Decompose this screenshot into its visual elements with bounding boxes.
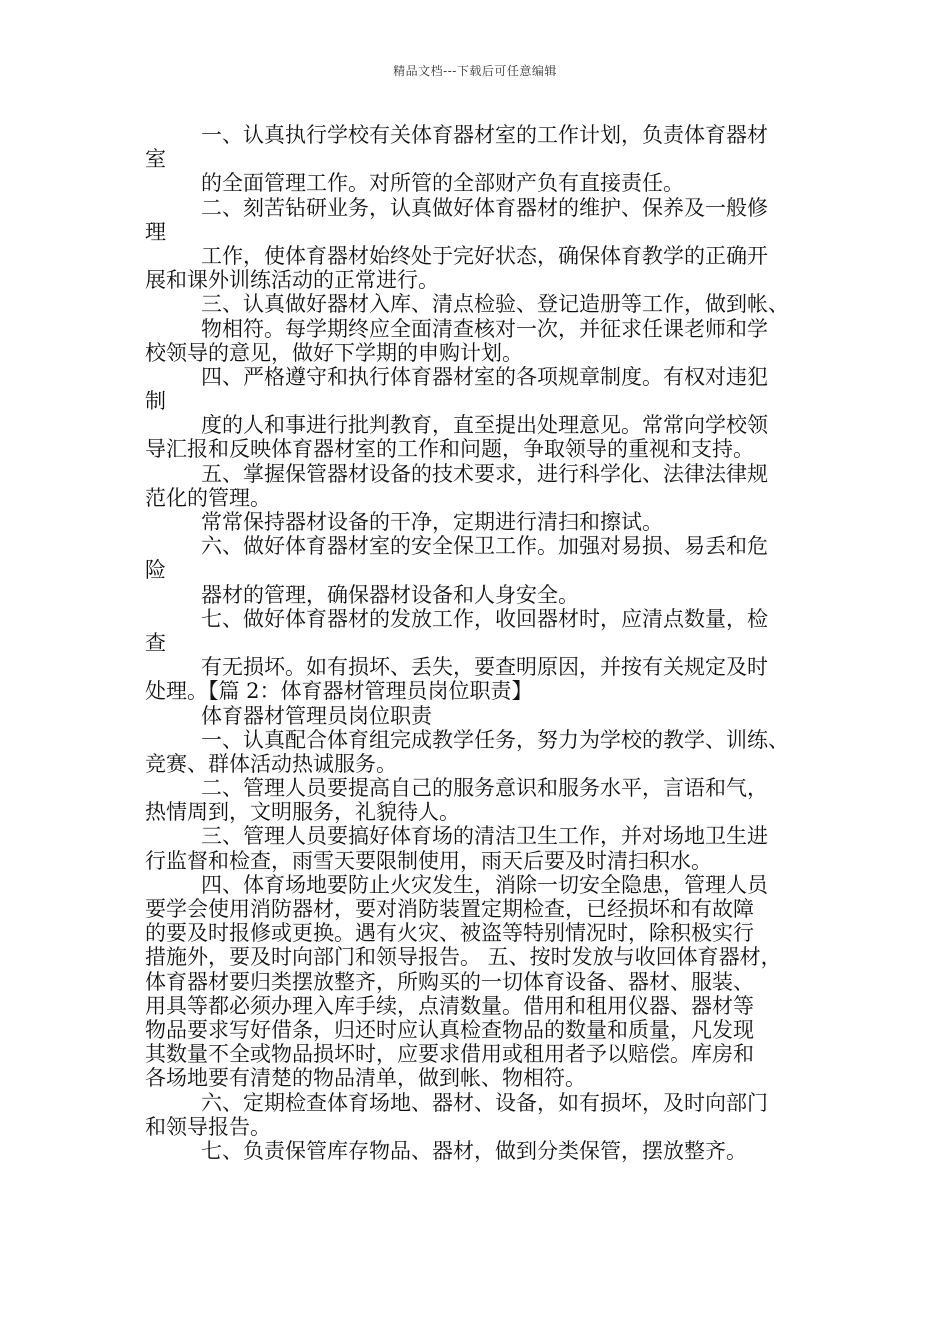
text-line: 一、认真执行学校有关体育器材室的工作计划，负责体育器材 [201,123,768,147]
text-line: 险 [145,558,166,583]
text-line: 六、做好体育器材室的安全保卫工作。加强对易损、易丢和危 [201,534,768,559]
text-line: 室 [145,147,166,172]
text-line: 校领导的意见，做好下学期的申购计划。 [145,340,523,365]
text-line: 四、体育场地要防止火灾发生，消除一切安全隐患，管理人员 [201,872,768,897]
text-line: 物相符。每学期终应全面清查核对一次，并征求任课老师和学 [201,316,768,341]
text-line: 六、定期检查体育场地、器材、设备，如有损坏，及时向部门 [201,1090,768,1115]
text-line: 其数量不全或物品损坏时，应要求借用或租用者予以赔偿。库房和 [145,1042,754,1067]
text-line: 展和课外训练活动的正常进行。 [145,268,439,293]
text-line: 物品要求写好借条，归还时应认真检查物品的数量和质量，凡发现 [145,1017,754,1042]
text-line: 理 [145,219,166,244]
text-line: 措施外，要及时向部门和领导报告。 五、按时发放与收回体育器材， [145,945,782,970]
text-line: 有无损坏。如有损坏、丢失，要查明原因，并按有关规定及时 [201,655,768,680]
text-line: 体育器材管理员岗位职责 [201,703,432,728]
text-line: 体育器材要归类摆放整齐，所购买的一切体育设备、器材、服装、 [145,969,754,994]
text-line: 器材的管理，确保器材设备和人身安全。 [201,582,579,607]
text-line: 用具等都必须办理入库手续，点清数量。借用和租用仪器、器材等 [145,993,754,1018]
text-line: 要学会使用消防器材，要对消防装置定期检查，已经损坏和有故障 [145,897,754,921]
text-line: 的全面管理工作。对所管的全部财产负有直接责任。 [201,171,684,196]
text-line: 各场地要有清楚的物品清单，做到帐、物相符。 [145,1066,586,1091]
text-line: 二、刻苦钻研业务，认真做好体育器材的维护、保养及一般修 [201,195,768,220]
text-line: 二、管理人员要提高自己的服务意识和服务水平，言语和气， [201,776,768,801]
text-line: 五、掌握保管器材设备的技术要求，进行科学化、法律法律规 [201,461,768,486]
text-line: 三、管理人员要搞好体育场的清洁卫生工作，并对场地卫生进 [201,824,768,849]
text-line: 三、认真做好器材入库、清点检验、登记造册等工作，做到帐、 [201,292,789,317]
text-line: 工作，使体育器材始终处于完好状态，确保体育教学的正确开 [201,243,768,268]
text-line: 四、严格遵守和执行体育器材室的各项规章制度。有权对违犯 [201,364,768,389]
text-line: 度的人和事进行批判教育，直至提出处理意见。常常向学校领 [201,413,768,438]
text-line: 处理。【篇 2：体育器材管理员岗位职责】 [145,679,533,704]
text-line: 七、做好体育器材的发放工作，收回器材时，应清点数量，检 [201,606,768,631]
text-line: 一、认真配合体育组完成教学任务，努力为学校的教学、训练、 [201,727,789,752]
text-line: 七、负责保管库存物品、器材，做到分类保管，摆放整齐。 [201,1138,747,1163]
text-line: 和领导报告。 [145,1114,271,1139]
text-line: 行监督和检查，雨雪天要限制使用，雨天后要及时清扫积水。 [145,848,712,873]
text-line: 制 [145,389,166,414]
document-body [145,123,825,1163]
page-header: 精品文档---下载后可任意编辑 [393,64,557,78]
text-line: 竞赛、群体活动热诚服务。 [145,751,397,776]
text-line: 范化的管理。 [145,485,271,510]
text-line: 导汇报和反映体育器材室的工作和问题，争取领导的重视和支持。 [145,437,754,462]
text-line: 热情周到，文明服务，礼貌待人。 [145,800,460,825]
text-line: 查 [145,630,166,655]
text-line: 常常保持器材设备的干净，定期进行清扫和擦试。 [201,510,663,534]
text-line: 的要及时报修或更换。遇有火灾、被盗等特别情况时，除积极实行 [145,921,754,946]
